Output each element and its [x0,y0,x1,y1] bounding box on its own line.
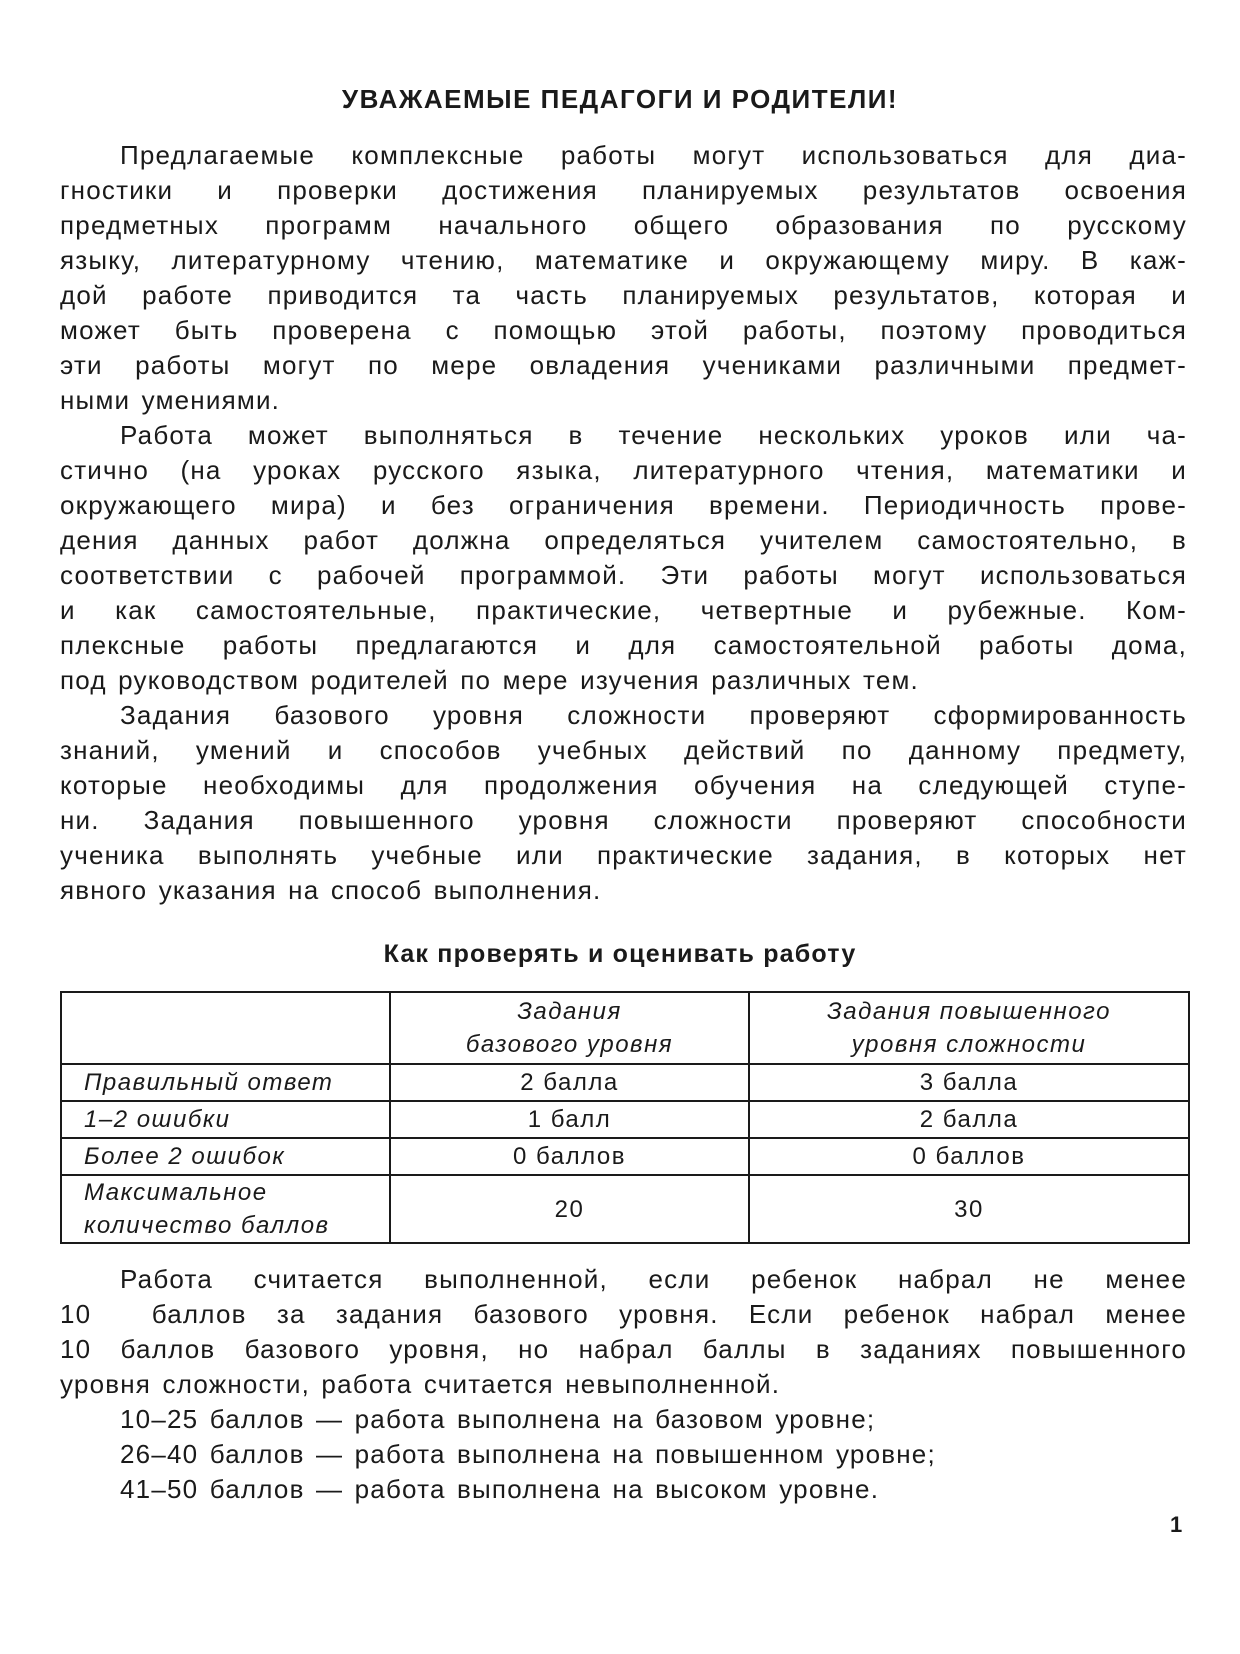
text-line: Предлагаемые комплексные работы могут использоваться для диа- [120,140,1187,170]
text-line: дой работе приводится та часть планируемых результатов, которая и [60,280,1187,310]
page-title: УВАЖАЕМЫЕ ПЕДАГОГИ И РОДИТЕЛИ! [341,84,899,114]
text-line: ными умениями. [60,385,281,415]
table-header-advanced [749,992,1189,1064]
row-label: Правильный ответ [61,1064,390,1101]
text-line: Работа может выполняться в течение нескольких уроков или ча- [120,420,1187,450]
scoring-table [60,991,1190,1244]
cell-advanced: 2 балла [749,1101,1189,1138]
cell-advanced: 30 [749,1175,1189,1243]
text-line: гностики и проверки достижения планируемых результатов освоения [60,175,1187,205]
text-line: дения данных работ должна определяться учителем самостоятельно, в [60,525,1187,555]
header-line: уровня сложности [851,1031,1087,1058]
text-line: предметных программ начального общего образования по русскому [60,210,1187,240]
table-header-empty [61,992,390,1064]
header-line: базового уровня [465,1031,674,1058]
label-line: количество баллов [84,1212,330,1239]
text-line: языку, литературному чтению, математике и окружающему миру. В каж- [60,245,1187,275]
paragraph-2 [60,418,1187,698]
table-row [61,1175,1189,1243]
text-line: окружающего мира) и без ограничения времени. Периодичность прове- [60,490,1187,520]
level-item: 41–50 баллов — работа выполнена на высоком уровне. [120,1474,880,1504]
cell-basic: 20 [390,1175,749,1243]
table-row [61,1138,1189,1175]
paragraph-3 [60,698,1187,908]
header-line: Задания [517,998,622,1025]
header-line: Задания повышенного [827,998,1111,1025]
text-line: Задания базового уровня сложности проверяют сформированность [120,700,1187,730]
text-line: эти работы могут по мере овладения учениками различными предмет- [60,350,1187,380]
text-line: 10 баллов за задания базового уровня. Если ребенок набрал менее [60,1299,1187,1329]
row-label: 1–2 ошибки [61,1101,390,1138]
table-title: Как проверять и оценивать работу [383,940,857,968]
text-line: стично (на уроках русского языка, литературного чтения, математики и [60,455,1187,485]
row-label: Более 2 ошибок [61,1138,390,1175]
text-line: ученика выполнять учебные или практические задания, в которых нет [60,840,1187,870]
text-line: может быть проверена с помощью этой работы, поэтому проводиться [60,315,1187,345]
text-line: и как самостоятельные, практические, четвертные и рубежные. Ком- [60,595,1187,625]
paragraph-1 [60,138,1187,418]
text-line: ни. Задания повышенного уровня сложности проверяют способности [60,805,1187,835]
text-line: которые необходимы для продолжения обучения на следующей ступе- [60,770,1187,800]
text-line: соответствии с рабочей программой. Эти работы могут использоваться [60,560,1187,590]
table-header-row [61,992,1189,1064]
text-line: Работа считается выполненной, если ребенок набрал не менее [120,1264,1187,1294]
cell-basic: 2 балла [390,1064,749,1101]
cell-advanced: 0 баллов [749,1138,1189,1175]
conclusion [60,1262,1187,1507]
text-line: уровня сложности, работа считается невыполненной. [60,1369,781,1399]
text-line: плексные работы предлагаются и для самостоятельной работы дома, [60,630,1187,660]
text-line: 10 баллов базового уровня, но набрал баллы в заданиях повышенного [60,1334,1187,1364]
page-number: 1 [1170,1512,1183,1537]
text-line: под руководством родителей по мере изучения различных тем. [60,665,919,695]
text-line: явного указания на способ выполнения. [60,875,602,905]
label-line: Максимальное [84,1179,268,1206]
level-item: 10–25 баллов — работа выполнена на базовом уровне; [120,1404,876,1434]
cell-basic: 0 баллов [390,1138,749,1175]
cell-basic: 1 балл [390,1101,749,1138]
table-header-basic [390,992,749,1064]
level-item: 26–40 баллов — работа выполнена на повышенном уровне; [120,1439,936,1469]
table-row [61,1101,1189,1138]
cell-advanced: 3 балла [749,1064,1189,1101]
row-label [61,1175,390,1243]
text-line: знаний, умений и способов учебных действий по данному предмету, [60,735,1187,765]
table-row [61,1064,1189,1101]
